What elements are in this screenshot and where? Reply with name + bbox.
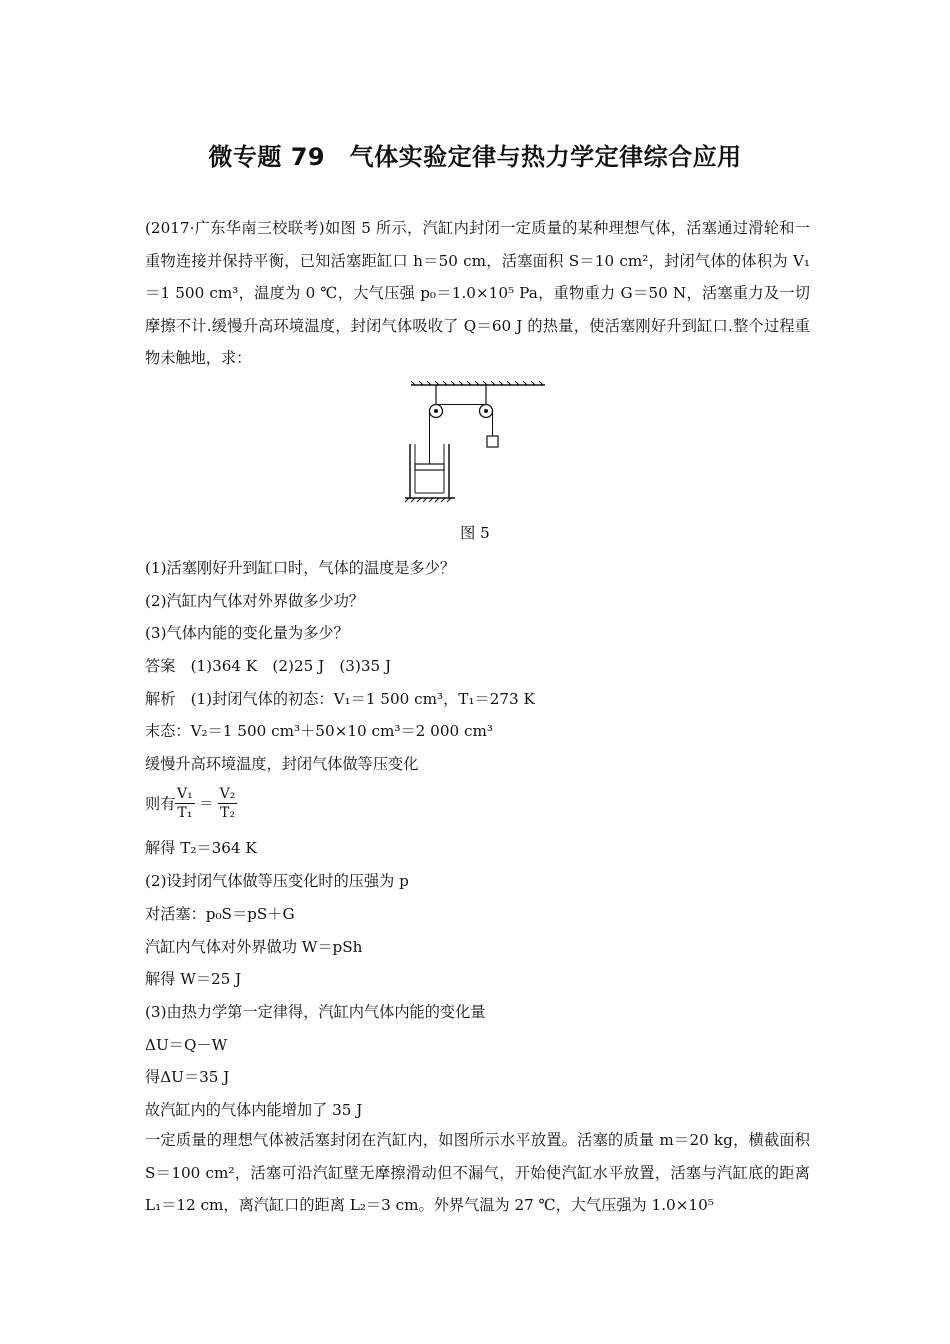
solution-line-4-prefix: 则有 [145,795,176,813]
solution-line-2: 末态：V₂＝1 500 cm³＋50×10 cm³＝2 000 cm³ [145,722,493,740]
solution-line-11: ΔU＝Q－W [145,1036,228,1054]
page-title: 微专题 79 气体实验定律与热力学定律综合应用 [208,143,742,171]
fraction-right-numerator: V₂ [219,786,236,802]
solution-line-7: 对活塞：p₀S＝pS＋G [145,905,295,923]
question-1: (1)活塞刚好升到缸口时，气体的温度是多少？ [145,559,456,577]
pulley-cylinder-figure [403,378,551,513]
solution-line-9: 解得 W＝25 J [145,970,242,988]
answer-line: 答案 (1)364 K (2)25 J (3)35 J [145,657,392,675]
fraction-left-denominator: T₁ [177,805,193,821]
fraction-right-denominator: T₂ [220,805,235,821]
figure-caption: 图 5 [460,524,490,542]
solution-line-13: 故汽缸内的气体内能增加了 35 J [145,1101,363,1119]
solution-line-8: 汽缸内气体对外界做功 W＝pSh [145,938,363,956]
fraction-right [218,785,238,822]
solution-line-10: (3)由热力学第一定律得，汽缸内气体内能的变化量 [145,1003,486,1021]
question-2: (2)汽缸内气体对外界做多少功？ [145,592,364,610]
solution-line-5: 解得 T₂＝364 K [145,839,257,857]
problem1-statement: (2017·广东华南三校联考)如图 5 所示，汽缸内封闭一定质量的某种理想气体，活塞通过滑轮和一重物连接并保持平衡，已知活塞距缸口 h＝50 cm，活塞面积 S＝10 cm²，封闭气体的体积为 V₁＝1 500 cm³，温度为 0 ℃，大气压强 p₀＝1.0×10⁵ Pa，重物重力 G＝50 N，活塞重力及一切摩擦不计.缓慢升高环境温度，封闭气体吸收了 Q＝60 J 的热量，使活塞刚好升到缸口.整个过程重物未触地，求： [145,219,810,367]
fraction-left [175,785,195,822]
fraction-left-numerator: V₁ [177,786,193,802]
solution-line-6: (2)设封闭气体做等压变化时的压强为 p [145,872,409,890]
equals-sign: ＝ [199,796,214,813]
gas-law-equation [175,785,237,822]
solution-line-1: 解析 (1)封闭气体的初态：V₁＝1 500 cm³，T₁＝273 K [145,690,535,708]
solution-line-12: 得ΔU＝35 J [145,1068,230,1086]
solution-line-3: 缓慢升高环境温度，封闭气体做等压变化 [145,755,419,773]
question-3: (3)气体内能的变化量为多少？ [145,624,349,642]
problem2-statement: 一定质量的理想气体被活塞封闭在汽缸内，如图所示水平放置。活塞的质量 m＝20 kg，横截面积 S＝100 cm²，活塞可沿汽缸壁无摩擦滑动但不漏气，开始使汽缸水平放置，活塞与汽缸底的距离 L₁＝12 cm，离汽缸口的距离 L₂＝3 cm。外界气温为 27 ℃，大气压强为 1.0×10⁵ [145,1131,810,1214]
